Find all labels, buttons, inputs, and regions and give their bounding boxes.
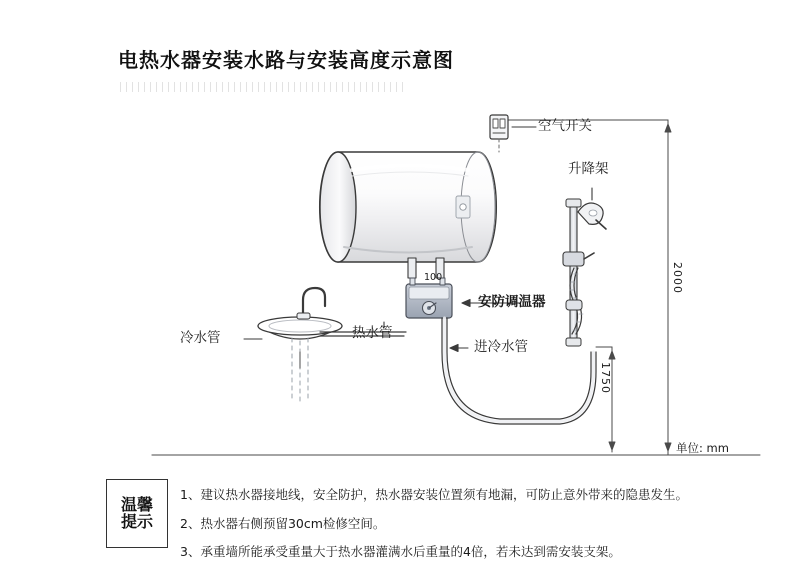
tip-line-1: 温馨 <box>120 494 153 514</box>
dimension-label-1750: 1750 <box>599 362 612 394</box>
label-cold-water-inlet: 进冷水管 <box>474 339 528 355</box>
label-cold-water-pipe: 冷水管 <box>180 330 221 346</box>
page-title: 电热水器安装水路与安装高度示意图 <box>118 48 454 72</box>
label-hot-water-pipe: 热水管 <box>352 325 393 341</box>
label-safety-thermostat: 安防调温器 <box>478 294 546 310</box>
shower-lift-bracket <box>563 199 606 346</box>
dimension-label-2000: 2000 <box>671 262 684 294</box>
air-switch-device <box>490 115 508 152</box>
water-heater-tank <box>320 152 497 262</box>
notes-list <box>180 487 740 573</box>
tip-badge <box>106 479 168 548</box>
shower-mixer <box>566 300 582 310</box>
label-air-switch: 空气开关 <box>538 118 592 134</box>
unit-note: 单位: mm <box>676 441 729 455</box>
shower-head <box>578 203 606 229</box>
safety-thermostat <box>406 278 452 318</box>
note-item: 1、建议热水器接地线，安全防护，热水器安装位置须有地漏，可防止意外带来的隐患发生。 <box>180 487 688 502</box>
tip-line-2: 提示 <box>120 511 153 531</box>
note-item: 3、承重墙所能承受重量大于热水器灌满水后重量的4倍，若未达到需安装支架。 <box>180 544 621 560</box>
sink-basin <box>258 288 342 404</box>
capacity-marker: 100 <box>424 272 443 283</box>
note-item: 2、热水器右侧预留30cm检修空间。 <box>180 515 386 531</box>
label-lift-bracket: 升降架 <box>568 161 609 177</box>
